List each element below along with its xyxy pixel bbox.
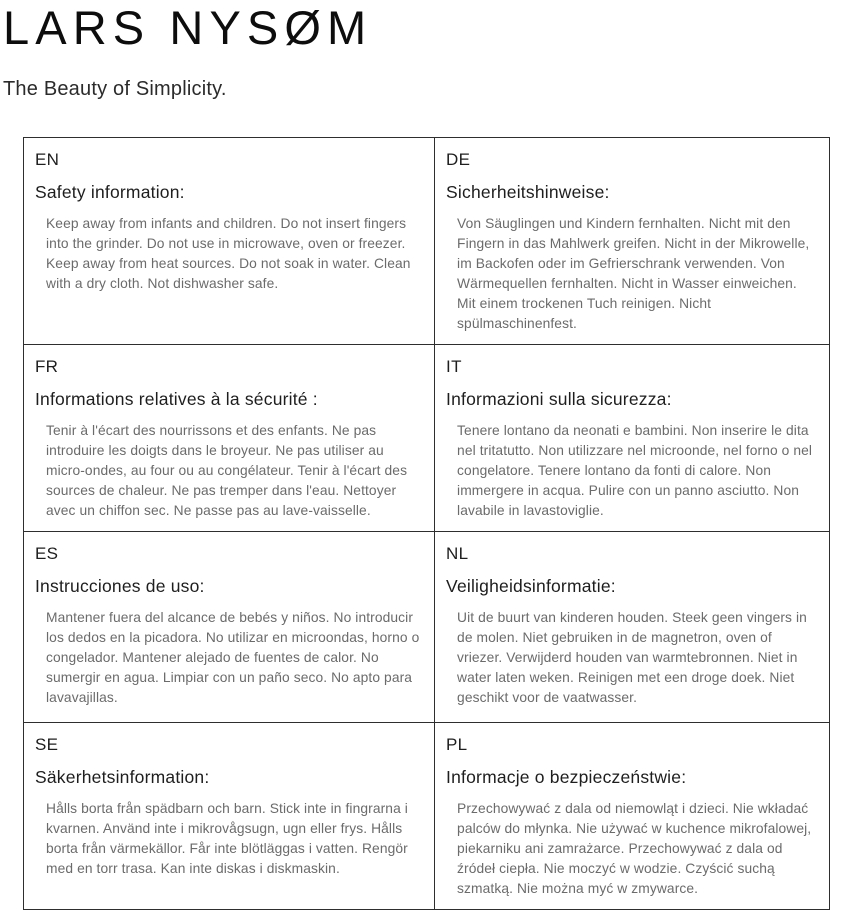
cell-de xyxy=(435,138,830,345)
safety-text-de: Von Säuglingen und Kindern fernhalten. Nicht mit den Fingern in das Mahlwerk greifen. Nicht in der Mikrowelle, im Backofen oder im Gefrierschrank verwenden. Von Wärmequellen fernhalten. Nicht in Wasser einweichen. Mit einem trockenen Tuch reinigen. Nicht spülmaschinenfest. xyxy=(457,216,810,331)
section-heading-fr: Informations relatives à la sécurité : xyxy=(35,389,318,409)
cell-it xyxy=(435,345,830,532)
safety-text-se: Hålls borta från spädbarn och barn. Stick inte in fingrarna i kvarnen. Använd inte i mikrovågsugn, ugn eller frys. Hålls borta från värmekällor. Får inte blötläggas i vatten. Rengör med en torr trasa. Kan inte diskas i diskmaskin. xyxy=(46,801,408,876)
table-row-se-pl xyxy=(24,723,830,910)
brand-logo: LARS NYSØM xyxy=(3,1,373,54)
safety-text-fr: Tenir à l'écart des nourrissons et des enfants. Ne pas introduire les doigts dans le broyeur. Ne pas utiliser au micro-ondes, au four ou au congélateur. Tenir à l'écart des sources de chaleur. Ne pas tremper dans l'eau. Nettoyer avec un chiffon sec. Ne passe pas au lave-vaisselle. xyxy=(46,423,408,518)
cell-pl xyxy=(435,723,830,910)
section-heading-it: Informazioni sulla sicurezza: xyxy=(446,389,672,409)
language-safety-table xyxy=(23,137,830,910)
section-heading-de: Sicherheitshinweise: xyxy=(446,182,610,202)
cell-nl xyxy=(435,532,830,723)
language-code-en: EN xyxy=(35,150,60,169)
brand-tagline: The Beauty of Simplicity. xyxy=(3,78,227,100)
safety-text-nl: Uit de buurt van kinderen houden. Steek geen vingers in de molen. Niet gebruiken in de magnetron, oven of vriezer. Verwijderd houden van warmtebronnen. Niet in water laten weken. Reinigen met een droge doek. Niet geschikt voor de vaatwasser. xyxy=(457,610,807,705)
safety-text-it: Tenere lontano da neonati e bambini. Non inserire le dita nel tritatutto. Non utilizzare nel microonde, nel forno o nel congelatore. Tenere lontano da fonti di calore. Non immergere in acqua. Pulire con un panno asciutto. Non lavabile in lavastoviglie. xyxy=(457,423,813,518)
cell-es xyxy=(24,532,435,723)
language-code-de: DE xyxy=(446,150,471,169)
language-code-se: SE xyxy=(35,735,59,754)
safety-text-en: Keep away from infants and children. Do not insert fingers into the grinder. Do not use in microwave, oven or freezer. Keep away from heat sources. Do not soak in water. Clean with a dry cloth. Not dishwasher safe. xyxy=(46,216,411,291)
safety-text-es: Mantener fuera del alcance de bebés y niños. No introducir los dedos en la picadora. No utilizar en microondas, horno o congelador. Mantener alejado de fuentes de calor. No sumergir en agua. Limpiar con un paño seco. No apto para lavavajillas. xyxy=(46,610,420,705)
language-code-pl: PL xyxy=(446,735,468,754)
language-code-it: IT xyxy=(446,357,462,376)
cell-fr xyxy=(24,345,435,532)
table-row-es-nl xyxy=(24,532,830,723)
section-heading-se: Säkerhetsinformation: xyxy=(35,767,210,787)
cell-se xyxy=(24,723,435,910)
brand-header xyxy=(0,0,848,101)
language-code-fr: FR xyxy=(35,357,59,376)
section-heading-nl: Veiligheidsinformatie: xyxy=(446,576,616,596)
section-heading-es: Instrucciones de uso: xyxy=(35,576,205,596)
table-row-fr-it xyxy=(24,345,830,532)
safety-text-pl: Przechowywać z dala od niemowląt i dzieci. Nie wkładać palców do młynka. Nie używać w kuchence mikrofalowej, piekarniku ani zamrażarce. Przechowywać z dala od źródeł ciepła. Nie moczyć w wodzie. Czyścić suchą szmatką. Nie można myć w zmywarce. xyxy=(457,801,812,896)
section-heading-pl: Informacje o bezpieczeństwie: xyxy=(446,767,687,787)
language-code-nl: NL xyxy=(446,544,469,563)
cell-en xyxy=(24,138,435,345)
section-heading-en: Safety information: xyxy=(35,182,185,202)
table-row-en-de xyxy=(24,138,830,345)
language-code-es: ES xyxy=(35,544,59,563)
